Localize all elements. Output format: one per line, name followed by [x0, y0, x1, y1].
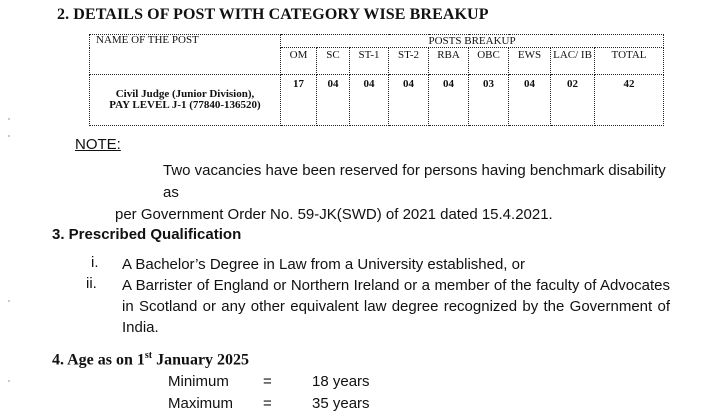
column-header: EWS: [509, 48, 551, 75]
margin-speck: [8, 118, 10, 120]
note-label: NOTE:: [75, 136, 121, 153]
note-line-1: Two vacancies have been reserved for persons having benchmark disability as: [163, 162, 666, 201]
age-maximum-value: 35 years: [312, 395, 370, 412]
table-cell: 04: [429, 75, 469, 126]
list-item-number: ii.: [86, 275, 97, 292]
table-cell: 42: [595, 75, 664, 126]
margin-speck: [8, 300, 10, 302]
age-minimum-label: Minimum: [168, 373, 229, 390]
section-3-title: 3. Prescribed Qualification: [52, 226, 242, 243]
age-title-date: January 2025: [152, 351, 250, 369]
column-header: RBA: [429, 48, 469, 75]
table-cell: 04: [317, 75, 350, 126]
list-item-number: i.: [91, 254, 99, 271]
table-cell: 02: [551, 75, 595, 126]
table-cell: 04: [509, 75, 551, 126]
age-title-suffix: st: [144, 350, 153, 361]
column-header: OM: [281, 48, 317, 75]
table-row: [90, 75, 664, 126]
post-pay-level: PAY LEVEL J-1 (77840-136520): [109, 99, 261, 111]
note-text: [115, 160, 670, 226]
age-minimum-value: 18 years: [312, 373, 370, 390]
list-item: A Barrister of England or Northern Ireland or a member of the faculty of Advocates in Scotland or any other equivalent law degree recognized by the Government of India.: [122, 277, 670, 336]
table-cell: 04: [389, 75, 429, 126]
margin-speck: [8, 135, 10, 137]
column-header: OBC: [469, 48, 509, 75]
column-header: LAC/ IB: [551, 48, 595, 75]
column-header: ST-2: [389, 48, 429, 75]
post-breakup-table: [89, 34, 664, 126]
post-name-cell: [90, 75, 281, 126]
age-maximum-label: Maximum: [168, 395, 234, 412]
age-maximum-sep: =: [263, 395, 272, 412]
column-header: ST-1: [350, 48, 389, 75]
column-header: SC: [317, 48, 350, 75]
posts-breakup-header: POSTS BREAKUP: [281, 35, 664, 48]
table-cell: 03: [469, 75, 509, 126]
table-cell: 04: [350, 75, 389, 126]
name-of-post-header: NAME OF THE POST: [90, 35, 281, 75]
table-cell: 17: [281, 75, 317, 126]
margin-speck: [8, 380, 10, 382]
note-line-2: per Government Order No. 59-JK(SWD) of 2021 dated 15.4.2021.: [115, 206, 553, 223]
list-item: A Bachelor’s Degree in Law from a University established, or: [122, 256, 525, 273]
section-2-title: 2. DETAILS OF POST WITH CATEGORY WISE BREAKUP: [57, 6, 489, 23]
section-4-title: [52, 350, 249, 369]
age-minimum-sep: =: [263, 373, 272, 390]
post-name-line: Civil Judge (Junior Division),: [115, 88, 255, 100]
age-title-text: 4. Age as on 1: [52, 351, 145, 369]
column-header: TOTAL: [595, 48, 664, 75]
